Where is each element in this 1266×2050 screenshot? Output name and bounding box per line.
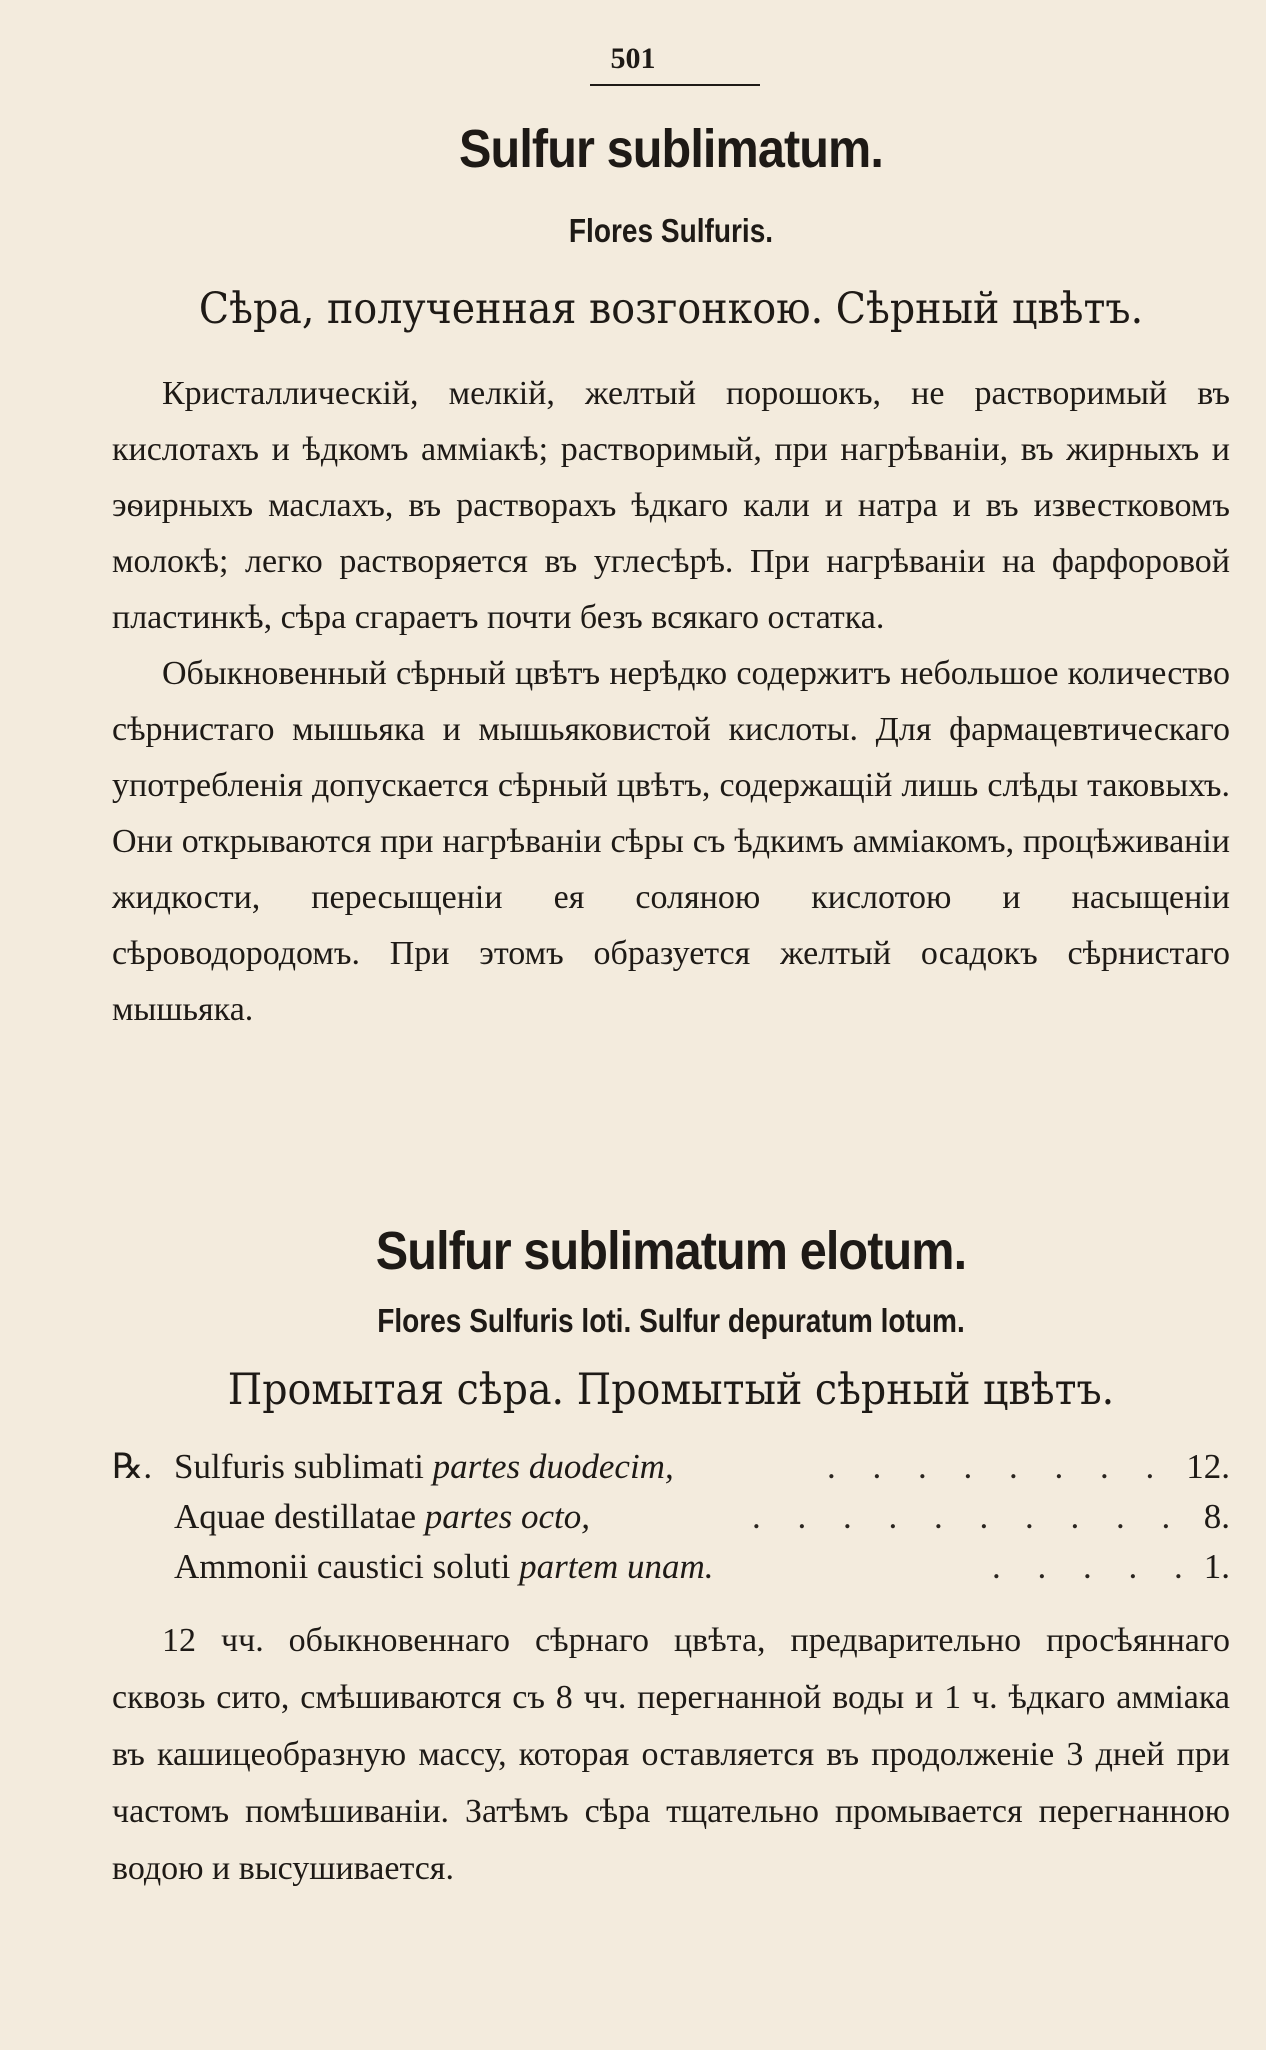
ingredient-amount: partem unam. bbox=[519, 1547, 714, 1586]
section-subtitle-latin: Flores Sulfuris. bbox=[568, 212, 774, 249]
ingredient-name: Ammonii caustici soluti bbox=[174, 1547, 511, 1586]
section2-title-ru-wrap bbox=[112, 1365, 1230, 1417]
ingredient-qty: 8. bbox=[1203, 1497, 1230, 1536]
leader-dots: . . . . . . . . bbox=[827, 1447, 1169, 1486]
header-rule bbox=[590, 84, 760, 86]
paragraph-impurities: Обыкновенный сѣрный цвѣтъ нерѣдко содержитъ небольшое количество сѣрнистаго мышьяка и мышьяковистой кислоты. Для фармацевтическаго употребленія допускается сѣрный цвѣтъ, содержащій лишь слѣды таковыхъ. Они открываются при нагрѣваніи сѣры съ ѣдкимъ амміакомъ, процѣживаніи жидкости, пересыщеніи ея соляною кислотою и насыщеніи сѣроводородомъ. При этомъ образуется желтый осадокъ сѣрнистаго мышьяка. bbox=[112, 655, 1230, 1028]
section-subtitle-wrap bbox=[112, 212, 1230, 250]
recipe-row bbox=[112, 1542, 1230, 1592]
recipe-row bbox=[112, 1442, 1230, 1492]
leader-dots: . . . . . . . . . . bbox=[752, 1497, 1185, 1536]
section-title-ru-wrap bbox=[112, 284, 1230, 336]
recipe-row bbox=[112, 1492, 1230, 1542]
section1-body bbox=[112, 366, 1230, 1038]
section2-body bbox=[112, 1612, 1230, 1897]
recipe-list bbox=[112, 1442, 1230, 1592]
recipe-ingredient bbox=[174, 1492, 590, 1542]
ingredient-amount: partes octo, bbox=[424, 1497, 590, 1536]
section-title-russian: Сѣра, полученная возгонкою. Сѣрный цвѣтъ. bbox=[198, 284, 1144, 334]
ingredient-qty: 12. bbox=[1186, 1447, 1230, 1486]
section-sulfur-elotum bbox=[112, 1222, 1230, 1281]
recipe-symbol: ℞. bbox=[112, 1447, 153, 1486]
section2-subtitle-wrap bbox=[112, 1302, 1230, 1340]
recipe-ingredient bbox=[174, 1542, 714, 1592]
recipe-ingredient bbox=[174, 1442, 674, 1492]
section-title-latin: Sulfur sublimatum. bbox=[459, 119, 883, 179]
section2-subtitle-latin: Flores Sulfuris loti. Sulfur depuratum lotum. bbox=[377, 1302, 965, 1339]
section-sulfur-sublimatum bbox=[112, 120, 1230, 179]
page-number: 501 bbox=[610, 42, 656, 75]
section2-title-latin: Sulfur sublimatum elotum. bbox=[375, 1221, 967, 1281]
section2-title-russian: Промытая сѣра. Промытый сѣрный цвѣтъ. bbox=[227, 1365, 1115, 1415]
paragraph-preparation: 12 чч. обыкновеннаго сѣрнаго цвѣта, предварительно просѣяннаго сквозь сито, смѣшиваются съ 8 чч. перегнанной воды и 1 ч. ѣдкаго амміака въ кашицеобразную массу, которая оставляется въ продолженіе 3 дней при частомъ помѣшиваніи. Затѣмъ сѣра тщательно промывается перегнанною водою и высушивается. bbox=[112, 1622, 1230, 1887]
ingredient-name: Aquae destillatae bbox=[174, 1497, 416, 1536]
leader-dots: . . . . . bbox=[992, 1547, 1197, 1586]
paragraph-description: Кристаллическій, мелкій, желтый порошокъ, не растворимый въ кислотахъ и ѣдкомъ амміакѣ; растворимый, при нагрѣваніи, въ жирныхъ и эѳирныхъ маслахъ, въ растворахъ ѣдкаго кали и натра и въ известковомъ молокѣ; легко растворяется въ углесѣрѣ. При нагрѣваніи на фарфоровой пластинкѣ, сѣра сгараетъ почти безъ всякаго остатка. bbox=[112, 375, 1230, 636]
ingredient-name: Sulfuris sublimati bbox=[174, 1447, 424, 1486]
ingredient-qty: 1. bbox=[1203, 1547, 1230, 1586]
ingredient-amount: partes duodecim, bbox=[432, 1447, 674, 1486]
